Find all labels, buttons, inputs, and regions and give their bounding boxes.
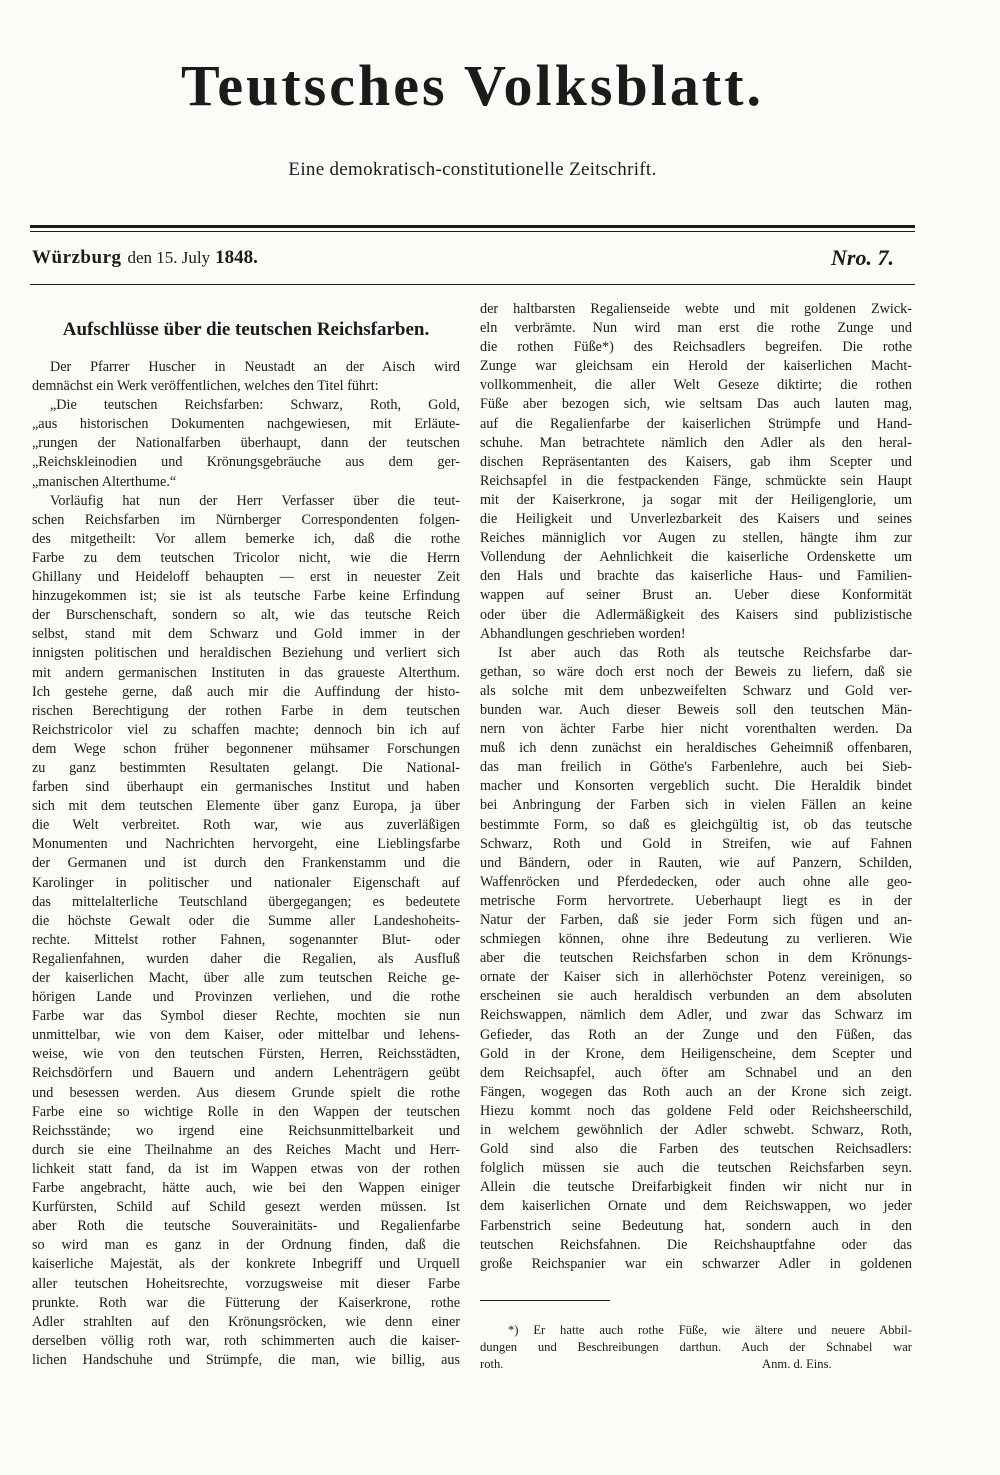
- text-line: folglich müssen sie auch die teutschen Reichsfarben seyn.: [480, 1160, 912, 1177]
- newspaper-title: Teutsches Volksblatt.: [180, 53, 765, 118]
- text-line: lichen Handschuhe und Strümpfe, die man, wie billig, aus: [32, 1351, 460, 1368]
- left-column: [32, 358, 460, 1370]
- article-heading: Aufschlüsse über die teutschen Reichsfarben.: [62, 319, 430, 340]
- text-line: Adler strahlten auf den Krönungsröcken, wie denn einer: [32, 1313, 460, 1330]
- text-line: große Reichspanier war ein schwarzer Adler in goldenen: [480, 1255, 912, 1272]
- paragraph: [480, 300, 912, 644]
- text-line: Ich gestehe gerne, daß auch mir die Auffindung der histo-: [32, 683, 460, 700]
- text-line: der Germanen und ist durch den Frankenstamm und die: [32, 855, 460, 872]
- text-line: kaiserliche Majestät, als der konkrete Inbegriff und Urquell: [32, 1256, 460, 1273]
- text-line: wappen auf seiner Brust an. Ueber diese Konformität: [480, 587, 912, 604]
- paragraph: [32, 396, 460, 491]
- text-line: schuhe. Man betrachtete nämlich den Adler als den heral-: [480, 434, 912, 451]
- text-line: rischen Berechtigung der rothen Farbe in dem teutschen: [32, 702, 460, 719]
- text-line: aller teutschen Hoheitsrechte, vorzugsweise mit dieser Farbe: [32, 1275, 460, 1292]
- text-line: Karolinger in politischer und nationaler Eigenschaft auf: [32, 874, 460, 891]
- text-line: Füße aber bezogen sich, wie seltsam Das auch lauten mag,: [480, 396, 912, 413]
- text-line: Reichsdörfern und Bauern und andern Lehenträgern geübt: [32, 1065, 460, 1082]
- text-line: hinzugekommen ist; sie ist als teutsche Farbe keine Erfindung: [32, 588, 460, 605]
- text-line: die Heiligkeit und Unverlezbarkeit des Kaisers und seines: [480, 511, 912, 528]
- text-line: Kurfürsten, Schild auf Schild gesezt werden müssen. Ist: [32, 1199, 460, 1216]
- text-line: durch sie eine Theilnahme an des Reiches Macht und Herr-: [32, 1141, 460, 1158]
- text-line: auf die Regalienfarbe der kaiserlichen Strümpfe und Hand-: [480, 415, 912, 432]
- text-line: dem Reichsapfel, auch öfter am Schnabel und an den: [480, 1064, 912, 1081]
- text-line: Gold in der Krone, dem Heiligenscheine, dem Scepter und: [480, 1045, 912, 1062]
- text-line: ornate der Kaiser sich in allerhöchster Potenz vereinigen, so: [480, 969, 912, 986]
- text-line: Ist aber auch das Roth als teutsche Reichsfarbe dar-: [498, 644, 912, 661]
- text-line: Farbe eine so wichtige Rolle in den Wappen der teutschen: [32, 1103, 460, 1120]
- text-line: erscheinen sie auch heraldisch verbunden an dem absoluten: [480, 988, 912, 1005]
- footnote: [480, 1322, 912, 1373]
- text-line: das man freilich in Göthe's Farbenlehre, auch bei Sieb-: [480, 759, 912, 776]
- text-line: schmiegen können, ohne ihre Bedeutung zu verlieren. Wie: [480, 931, 912, 948]
- masthead-rule-thick: [30, 225, 915, 228]
- text-line: die höchste Gewalt oder die Summe aller Landeshoheits-: [32, 912, 460, 929]
- footnote-line: *) Er hatte auch rothe Füße, wie ältere und neuere Abbil-: [508, 1323, 912, 1337]
- text-line: unmittelbar, wie von dem Kaiser, oder mittelbar und lehens-: [32, 1027, 460, 1044]
- text-line: „Reichskleinodien und Krönungsgebräuche aus dem ger-: [32, 454, 460, 471]
- footnote-text: roth.: [480, 1357, 504, 1371]
- text-line: oder über die Adlermäßigkeit des Kaisers sind publizistische: [480, 606, 912, 623]
- text-line: Waffenröcken und Pferdedecken, oder auch ohne alle geo-: [480, 873, 912, 890]
- text-line: metrische Form hervortrete. Ueberhaupt liegt es in der: [480, 892, 912, 909]
- text-line: bestimmte Form, so daß es gleichgültig ist, ob das teutsche: [480, 816, 912, 833]
- text-line: Vollendung der Aehnlichkeit die kaiserliche Ordenskette um: [480, 549, 912, 566]
- text-line: und Bändern, oder in Rauten, wie auf Panzern, Schilden,: [480, 854, 912, 871]
- text-line: die Welt verbreitet. Roth war, wie aus zuverläßigen: [32, 817, 460, 834]
- text-line: derselben völlig roth war, roth schimmerten auch die kaiser-: [32, 1332, 460, 1349]
- text-line: bunden war. Auch dieser Beweis soll den teutschen Män-: [480, 701, 912, 718]
- text-line: Ghillany und Heideloff behaupten — erst in neuester Zeit: [32, 569, 460, 586]
- text-line: mit andern germanischen Instituten in das graueste Alterthum.: [32, 664, 460, 681]
- text-line: Farbe angebracht, hätte auch, wie bei den Wappen einiger: [32, 1180, 460, 1197]
- dateline: [32, 245, 894, 271]
- text-line: weise, wie von den teutschen Fürsten, Herren, Reichsstädten,: [32, 1046, 460, 1063]
- text-line: die rothen Füße*) des Reichsadlers begreifen. Die rothe: [480, 339, 912, 356]
- text-line: Reichstricolor viel zu schaffen machte; dennoch bin ich auf: [32, 721, 460, 738]
- footnote-rule: [480, 1300, 610, 1301]
- text-line: vollkommenheit, die aller Welt Geseze diktirte; die rothen: [480, 377, 912, 394]
- text-line: dischen Repräsentanten des Kaisers, gab ihm Scepter und: [480, 453, 912, 470]
- text-line: Farbe war das Symbol dieser Rechte, mochten sie nun: [32, 1008, 460, 1025]
- text-line: und besessen werden. Aus diesem Grunde spielt die rothe: [32, 1084, 460, 1101]
- footnote-line-last: [480, 1356, 912, 1373]
- dateline-place: Würzburg: [32, 247, 122, 268]
- text-line: dem Wege schon früher begonnener mühsamer Forschungen: [32, 740, 460, 757]
- footnote-signature: Anm. d. Eins.: [762, 1357, 832, 1371]
- text-line: Reichsstände; wo irgend eine Reichsunmittelbarkeit und: [32, 1122, 460, 1139]
- text-line: zu ganz bestimmten Resultaten gelangt. Die National-: [32, 759, 460, 776]
- text-line: macher und Konsorten vergeblich sucht. Die Heraldik bindet: [480, 778, 912, 795]
- text-line: der haltbarsten Regalienseide webte und mit goldenen Zwick-: [480, 301, 912, 317]
- newspaper-subtitle: Eine demokratisch-constitutionelle Zeitschrift.: [288, 159, 657, 180]
- dateline-date: den 15. July: [127, 248, 211, 267]
- text-line: Reichsapfel in die festpackenden Fänge, schmückte sein Haupt: [480, 472, 912, 489]
- text-line: aber Roth die teutsche Souverainitäts- und Regalienfarbe: [32, 1218, 460, 1235]
- text-line: Vorläufig hat nun der Herr Verfasser über die teut-: [50, 492, 460, 509]
- text-line: farben sind überhaupt ein germanisches Institut und haben: [32, 779, 460, 796]
- text-line: Regalienfahnen, wurden daher die Regalien, als Ausfluß: [32, 950, 460, 967]
- text-line: Abhandlungen geschrieben worden!: [480, 625, 686, 642]
- text-line: teutschen Reichsfahnen. Die Reichshauptfahne oder das: [480, 1236, 912, 1253]
- text-line: Hiezu kommt noch das goldene Feld oder Reichsheerschild,: [480, 1102, 912, 1119]
- text-line: mit der Kaiserkrone, ja sogar mit der Heiligenglorie, um: [480, 491, 912, 508]
- text-line: der Burschenschaft, sondern so alt, wie das teutsche Reich: [32, 607, 460, 624]
- text-line: nern von ächter Farbe hier nicht vorenthalten werden. Da: [480, 721, 912, 738]
- text-line: lichkeit statt fand, da ist im Wappen etwas von der rothen: [32, 1160, 460, 1177]
- text-line: Der Pfarrer Huscher in Neustadt an der Aisch wird: [50, 359, 460, 375]
- text-line: den Hals und brachte das kaiserliche Haus- und Familien-: [480, 568, 912, 585]
- text-line: aber die teutschen Reichsfarben schon in dem Krönungs-: [480, 950, 912, 967]
- text-line: demnächst ein Werk veröffentlichen, welches den Titel führt:: [32, 378, 379, 395]
- dateline-rule: [30, 284, 915, 285]
- text-line: sich mit dem teutschen Elemente über ganz Europa, ja über: [32, 798, 460, 815]
- text-line: hörigen Lande und Provinzen verliehen, und die rothe: [32, 989, 460, 1006]
- text-line: Allein die teutsche Dreifarbigkeit finden wir nicht nur in: [480, 1179, 912, 1196]
- text-line: rechte. Mittelst rother Fahnen, sogenannter Blut- oder: [32, 931, 460, 948]
- text-line: Gold sind also die Farben des teutschen Reichsadlers:: [480, 1141, 912, 1158]
- text-line: schen Reichsfarben im Nürnberger Correspondenten folgen-: [32, 511, 460, 528]
- text-line: Gefieder, das Roth an der Zunge und den Füßen, das: [480, 1026, 912, 1043]
- text-line: Fängen, wogegen das Roth auch an der Krone sich zeigt.: [480, 1083, 912, 1100]
- masthead-rule-thin: [30, 231, 915, 232]
- text-line: Zunge war gleichsam ein Herold der kaiserlichen Macht-: [480, 358, 912, 375]
- text-line: prunkte. Roth war die Fütterung der Kaiserkrone, rothe: [32, 1294, 460, 1311]
- text-line: der kaiserlichen Macht, über alle zum teutschen Reiche ge-: [32, 970, 460, 986]
- paragraph: [480, 644, 912, 1274]
- text-line: in welchem gewöhnlich der Adler schwebt. Schwarz, Roth,: [480, 1122, 912, 1139]
- text-line: des mitgetheilt: Vor allem bemerke ich, daß die rothe: [32, 530, 460, 547]
- right-column: [480, 300, 912, 1274]
- text-line: Monumenten und Nachrichten hervorgeht, eine Lieblingsfarbe: [32, 836, 460, 853]
- footnote-line: dungen und Beschreibungen darthun. Auch der Schnabel war: [480, 1340, 912, 1354]
- text-line: innigsten politischen und heraldischen Beziehung und verliert sich: [32, 645, 460, 662]
- dateline-year: 1848.: [215, 247, 258, 268]
- text-line: Farbenstrich seine Bedeutung hat, sondern auch in den: [480, 1217, 912, 1234]
- text-line: „aus historischen Dokumenten nachgewiesen, mit Erläute-: [32, 416, 460, 433]
- text-line: „Die teutschen Reichsfarben: Schwarz, Roth, Gold,: [50, 397, 460, 414]
- text-line: selbst, stand mit dem Schwarz und Gold immer in der: [32, 626, 460, 643]
- paragraph: [32, 492, 460, 1370]
- text-line: „manischen Alterthume.“: [32, 473, 177, 490]
- text-line: „rungen der Nationalfarben überhaupt, dann der teutschen: [32, 435, 460, 452]
- paragraph: [32, 358, 460, 396]
- text-line: als solche mit dem unbezweifelten Schwarz und Gold ver-: [480, 682, 912, 699]
- text-line: Reiches männiglich vor Augen zu stellen, hängte ihm zur: [480, 530, 912, 547]
- text-line: so wird man es ganz in der Ordnung finden, daß die: [32, 1237, 460, 1254]
- text-line: bei Anbringung der Farben sich in vielen Fällen an keine: [480, 797, 912, 814]
- text-line: Reichswappen, nämlich dem Adler, und zwar das Schwarz im: [480, 1007, 912, 1024]
- text-line: Natur der Farben, daß sie jeder Form sich fügen und an-: [480, 912, 912, 928]
- text-line: muß ich denn zunächst ein heraldisches Geheimniß offenbaren,: [480, 740, 912, 757]
- text-line: Schwarz, Roth und Gold in Streifen, wie auf Fahnen: [480, 835, 912, 852]
- text-line: dem kaiserlichen Ornate und dem Reichswappen, wo jeder: [480, 1198, 912, 1215]
- text-line: Farbe zu dem teutschen Tricolor nicht, wie die Herrn: [32, 549, 460, 566]
- text-line: das mittelalterliche Teutschland übergegangen; es bedeutete: [32, 893, 460, 910]
- issue-number: Nro. 7.: [831, 245, 894, 270]
- text-line: eln verbrämte. Nun wird man erst die rothe Zunge und: [480, 320, 912, 337]
- text-line: gethan, so wäre doch erst noch der Beweis zu liefern, daß sie: [480, 663, 912, 680]
